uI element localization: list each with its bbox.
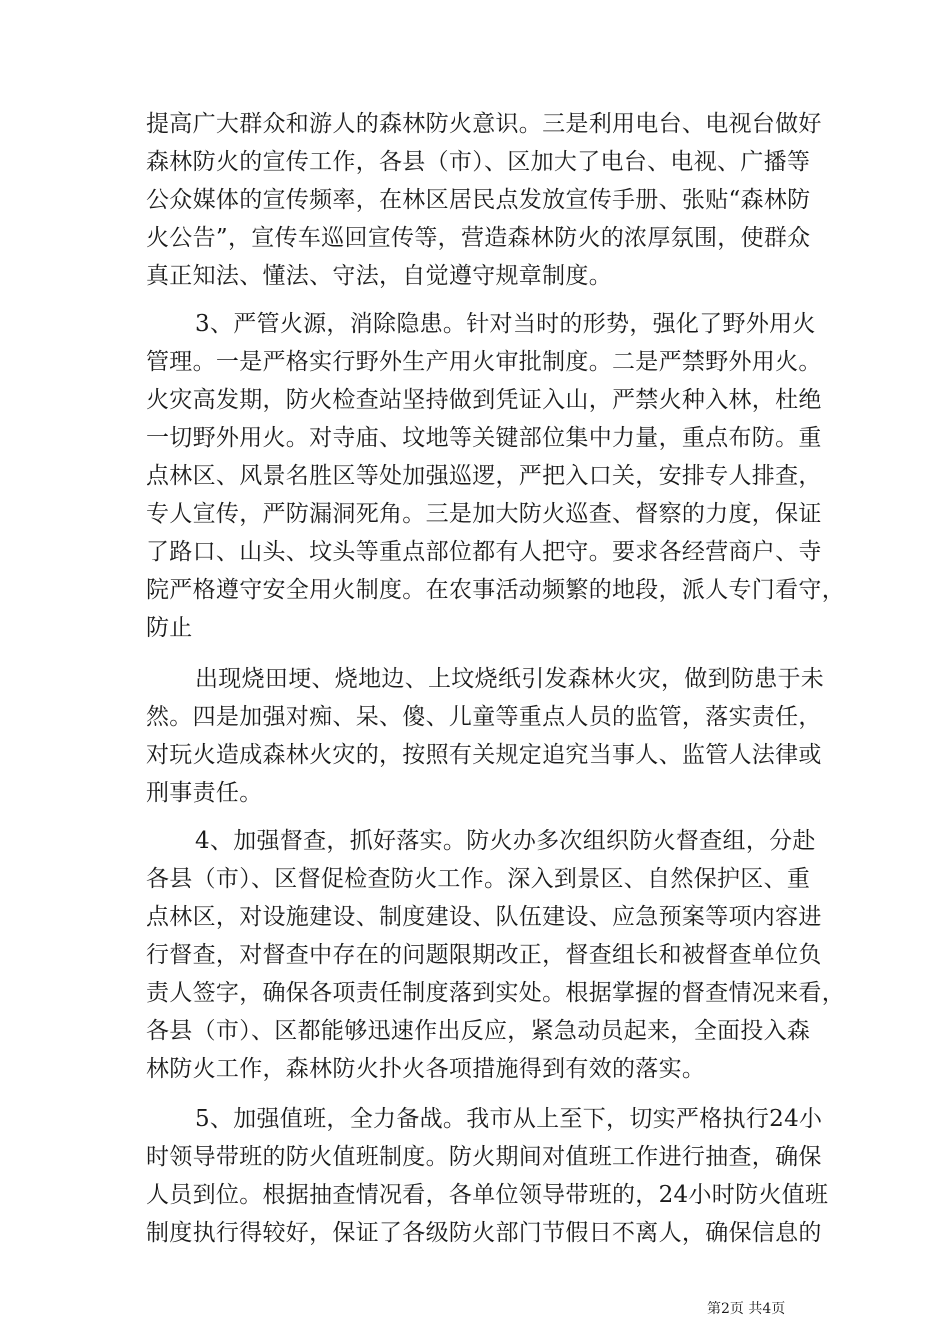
text-line: 点林区，对设施建设、制度建设、队伍建设、应急预案等项内容进 [146,904,822,930]
text-line: 制度执行得较好，保证了各级防火部门节假日不离人，确保信息的 [146,1220,822,1246]
page-number: 第2页 共4页 [707,1301,786,1317]
text-line: 各县（市）、区都能够迅速作出反应，紧急动员起来，全面投入森 [146,1018,811,1044]
text-line: 森林防火的宣传工作，各县（市）、区加大了电台、电视、广播等 [146,149,811,175]
paragraph-start: 4、加强督查，抓好落实。防火办多次组织防火督查组，分赴 [195,828,816,854]
text-line: 火公告”，宣传车巡回宣传等，营造森林防火的浓厚氛围，使群众 [146,225,811,251]
text-line: 行督查，对督查中存在的问题限期改正，督查组长和被督查单位负 [146,942,822,968]
text-line: 了路口、山头、坟头等重点部位都有人把守。要求各经营商户、寺 [146,539,822,565]
text-line: 林防火工作，森林防火扑火各项措施得到有效的落实。 [146,1056,706,1082]
text-line: 人员到位。根据抽查情况看，各单位领导带班的，24小时防火值班 [146,1182,829,1208]
paragraph-start: 出现烧田埂、烧地边、上坟烧纸引发森林火灾，做到防患于未 [195,666,825,692]
text-line: 管理。一是严格实行野外生产用火审批制度。二是严禁野外用火。 [146,349,822,375]
text-line: 火灾高发期，防火检查站坚持做到凭证入山，严禁火种入林，杜绝 [146,387,822,413]
text-line: 防止 [146,615,193,641]
text-line: 真正知法、懂法、守法，自觉遵守规章制度。 [146,263,612,289]
text-line: 院严格遵守安全用火制度。在农事活动频繁的地段，派人专门看守， [146,577,845,603]
text-line: 一切野外用火。对寺庙、坟地等关键部位集中力量，重点布防。重 [146,425,822,451]
text-line: 专人宣传，严防漏洞死角。三是加大防火巡查、督察的力度，保证 [146,501,822,527]
text-line: 公众媒体的宣传频率，在林区居民点发放宣传手册、张贴“森林防 [146,187,811,213]
text-line: 点林区、风景名胜区等处加强巡逻，严把入口关，安排专人排查， [146,463,822,489]
text-line: 刑事责任。 [146,780,263,806]
text-line: 提高广大群众和游人的森林防火意识。三是利用电台、电视台做好 [146,111,822,137]
text-line: 对玩火造成森林火灾的，按照有关规定追究当事人、监管人法律或 [146,742,822,768]
text-line: 各县（市）、区督促检查防火工作。深入到景区、自然保护区、重 [146,866,811,892]
text-line: 然。四是加强对痴、呆、傻、儿童等重点人员的监管，落实责任， [146,704,822,730]
text-line: 时领导带班的防火值班制度。防火期间对值班工作进行抽查，确保 [146,1144,822,1170]
paragraph-start: 3、严管火源，消除隐患。针对当时的形势，强化了野外用火 [195,311,816,337]
text-line: 责人签字，确保各项责任制度落到实处。根据掌握的督查情况来看， [146,980,845,1006]
paragraph-start: 5、加强值班，全力备战。我市从上至下，切实严格执行24小 [195,1106,823,1132]
